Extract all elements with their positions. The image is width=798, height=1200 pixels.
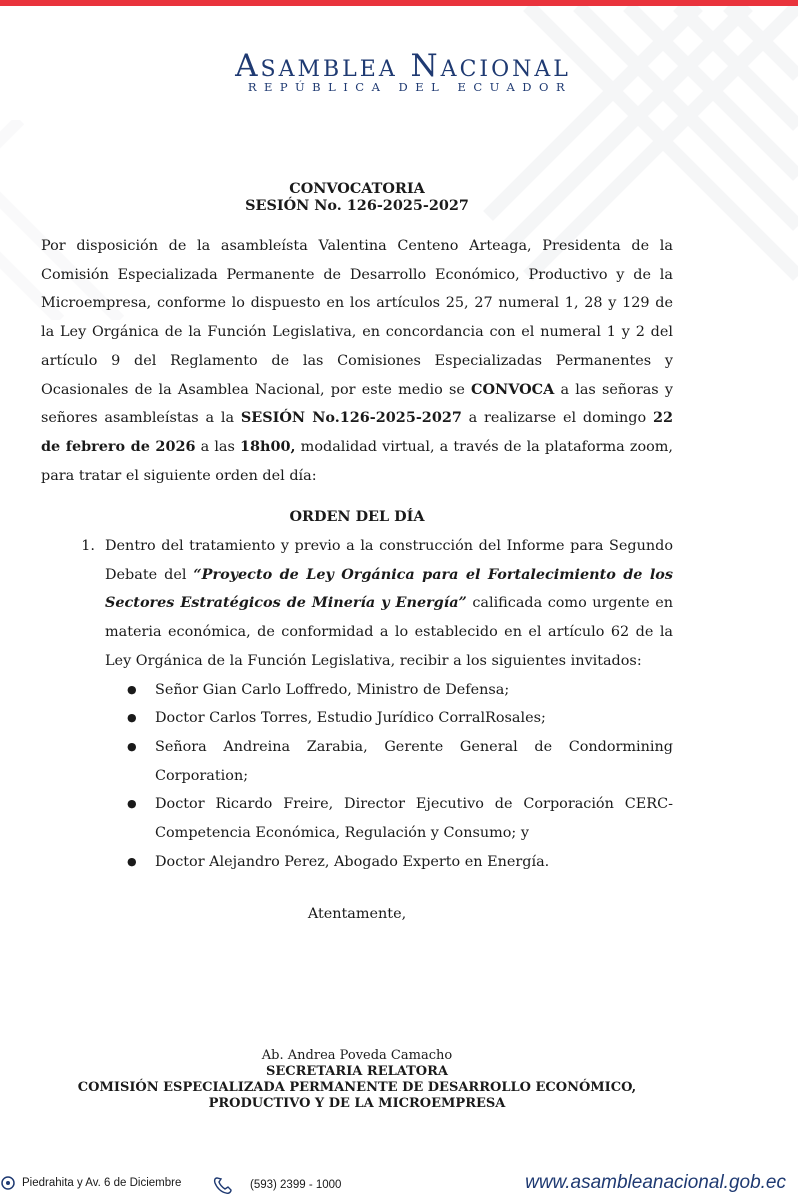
footer-phone (212, 1175, 341, 1195)
list-item (105, 790, 673, 847)
title-sesion: SESIÓN No. 126-2025-2027 (245, 197, 469, 214)
intro-text-5: modalidad virtual, a través de la plataforma zoom, para tratar el siguiente orden del día: (41, 438, 673, 484)
location-pin-icon (0, 1175, 16, 1191)
intro-text-1: Por disposición de la asambleísta Valentina Centeno Arteaga, Presidenta de la Comisión Especializada Permanente de Desarrollo Económico, Productivo y de la Microempresa, conforme lo dispuesto en los artículos 25, 27 numeral 1, 28 y 129 de la Ley Orgánica de la Función Legislativa, en concordancia con el numeral 1 y 2 del artículo 9 del Reglamento de las Comisiones Especializadas Permanentes y Ocasionales de la Asamblea Nacional, por este medio se (41, 238, 673, 398)
bullet-icon: ● (127, 711, 137, 725)
invitados-list (105, 676, 673, 877)
intro-text-4: a las (195, 438, 241, 455)
agenda-item-proyecto: “Proyecto de Ley Orgánica para el Fortalecimiento de los Sectores Estratégicos de Minería y Energía” (105, 565, 673, 612)
list-item (105, 676, 673, 705)
signatory-name: Ab. Andrea Poveda Camacho (261, 1048, 453, 1063)
intro-convoca: CONVOCA (471, 380, 555, 398)
signature-block (41, 1048, 673, 1112)
footer-website-link[interactable]: www.asambleanacional.gob.ec (525, 1172, 786, 1193)
agenda-item-number: 1. (81, 538, 95, 555)
org-name: Asamblea Nacional (235, 48, 571, 84)
footer-phone-text: (593) 2399 - 1000 (250, 1179, 342, 1191)
letterhead (0, 48, 798, 94)
list-item (105, 733, 673, 790)
intro-sesion: SESIÓN No.126-2025-2027 (240, 409, 462, 427)
closing-text: Atentamente, (307, 906, 407, 923)
phone-icon (212, 1175, 234, 1195)
invitado-text: Señor Gian Carlo Loffredo, Ministro de Defensa; (155, 681, 510, 698)
agenda-item-text-1: Dentro del tratamiento y previo a la construcción del Informe para Segundo Debate del (105, 538, 673, 583)
invitado-text: Doctor Carlos Torres, Estudio Jurídico CorralRosales; (155, 710, 546, 727)
footer (0, 1172, 798, 1200)
invitado-text: Doctor Alejandro Perez, Abogado Experto en Energía. (155, 853, 550, 870)
invitado-text: Doctor Ricardo Freire, Director Ejecutivo de Corporación CERC-Competencia Económica, Regulación y Consumo; y (155, 796, 673, 842)
orden-del-dia-title: ORDEN DEL DÍA (289, 508, 425, 526)
title-convocatoria: CONVOCATORIA (289, 180, 425, 197)
intro-text-3: a realizarse el domingo (461, 410, 653, 427)
agenda-item-text-2: calificada como urgente en materia económica, de conformidad a lo establecido en el artículo 62 de la Ley Orgánica de la Función Legislativa, recibir a los siguientes invitados: (105, 595, 673, 669)
footer-address-text: Piedrahita y Av. 6 de Diciembre (22, 1177, 182, 1189)
bullet-icon: ● (127, 797, 137, 811)
commission-line-1: COMISIÓN ESPECIALIZADA PERMANENTE DE DESARROLLO ECONÓMICO, (77, 1080, 637, 1095)
intro-paragraph (41, 232, 673, 490)
list-item (105, 704, 673, 733)
intro-hora: 18h00, (240, 437, 296, 455)
intro-fecha: 22 de febrero de 2026 (41, 409, 673, 455)
commission-line-2: PRODUCTIVO Y DE LA MICROEMPRESA (208, 1096, 506, 1111)
bullet-icon: ● (127, 682, 137, 696)
org-subtitle: REPÚBLICA DEL ECUADOR (247, 80, 573, 94)
signatory-role: SECRETARIA RELATORA (265, 1064, 449, 1079)
document-body (41, 180, 673, 929)
document-title (41, 180, 673, 214)
agenda-item-body (105, 532, 673, 876)
agenda-item-1 (41, 532, 673, 876)
bullet-icon: ● (127, 854, 137, 868)
bullet-icon: ● (127, 739, 137, 753)
invitado-text: Señora Andreina Zarabia, Gerente General de Condormining Corporation; (155, 738, 673, 784)
footer-address (0, 1175, 181, 1191)
intro-text-2: a las señoras y señores asambleístas a la (41, 381, 673, 427)
list-item (105, 848, 673, 877)
